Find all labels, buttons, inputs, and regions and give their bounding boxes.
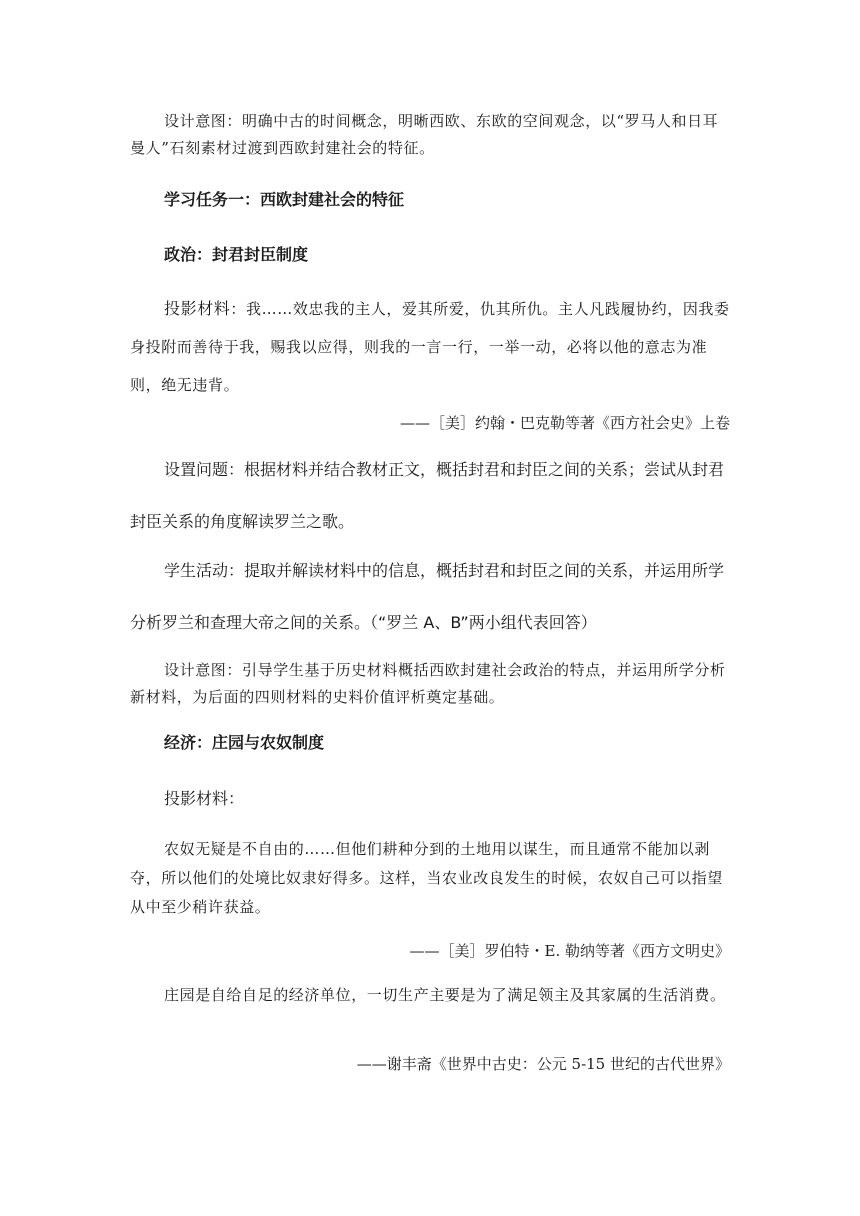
material-2-citation: ——［美］罗伯特・E. 勒纳等著《西方文明史》 [409, 942, 730, 960]
economy-heading: 经济：庄园与农奴制度 [164, 733, 325, 752]
design-intent-1: 设计意图：明确中古的时间概念，明晰西欧、东欧的空间观念，以“罗马人和日耳曼人”石刻素材过渡到西欧封建社会的特征。 [130, 112, 719, 157]
material-1-colon: ： [230, 300, 247, 318]
design-intent-2: 设计意图：引导学生基于历史材料概括西欧封建社会政治的特点，并运用所学分析新材料，为后面的四则材料的史料价值评析奠定基础。 [130, 661, 726, 706]
material-1-paragraph [130, 290, 730, 405]
material-1-citation: ——［美］约翰・巴克勒等著《西方社会史》上卷 [399, 414, 730, 432]
politics-heading: 政治：封君封臣制度 [164, 245, 309, 264]
activity-paragraph: 学生活动：提取并解读材料中的信息，概括封君和封臣之间的关系，并运用所学分析罗兰和查理大帝之间的关系。（“罗兰 A、B”两小组代表回答） [130, 561, 725, 632]
material-3-citation: ——谢丰斋《世界中古史：公元 5-15 世纪的古代世界》 [356, 1055, 730, 1073]
material-2-label: 投影材料： [164, 789, 245, 808]
material-3-text: 庄园是自给自足的经济单位，一切生产主要是为了满足领主及其家属的生活消费。 [164, 986, 726, 1004]
material-2-text: 农奴无疑是不自由的……但他们耕种分到的土地用以谋生，而且通常不能加以剥夺，所以他们的处境比奴隶好得多。这样，当农业改良发生的时候，农奴自己可以指望从中至少稍许获益。 [130, 840, 723, 916]
material-1-text: 我……效忠我的主人，爱其所爱，仇其所仇。主人凡践履协约，因我委身投附而善待于我，赐我以应得，则我的一言一行，一举一动，必将以他的意志为准则，绝无违背。 [130, 300, 730, 394]
task-heading: 学习任务一：西欧封建社会的特征 [164, 190, 405, 209]
question-paragraph: 设置问题：根据材料并结合教材正文，概括封君和封臣之间的关系；尝试从封君封臣关系的角度解读罗兰之歌。 [130, 460, 725, 531]
material-1-label: 投影材料 [164, 299, 231, 318]
